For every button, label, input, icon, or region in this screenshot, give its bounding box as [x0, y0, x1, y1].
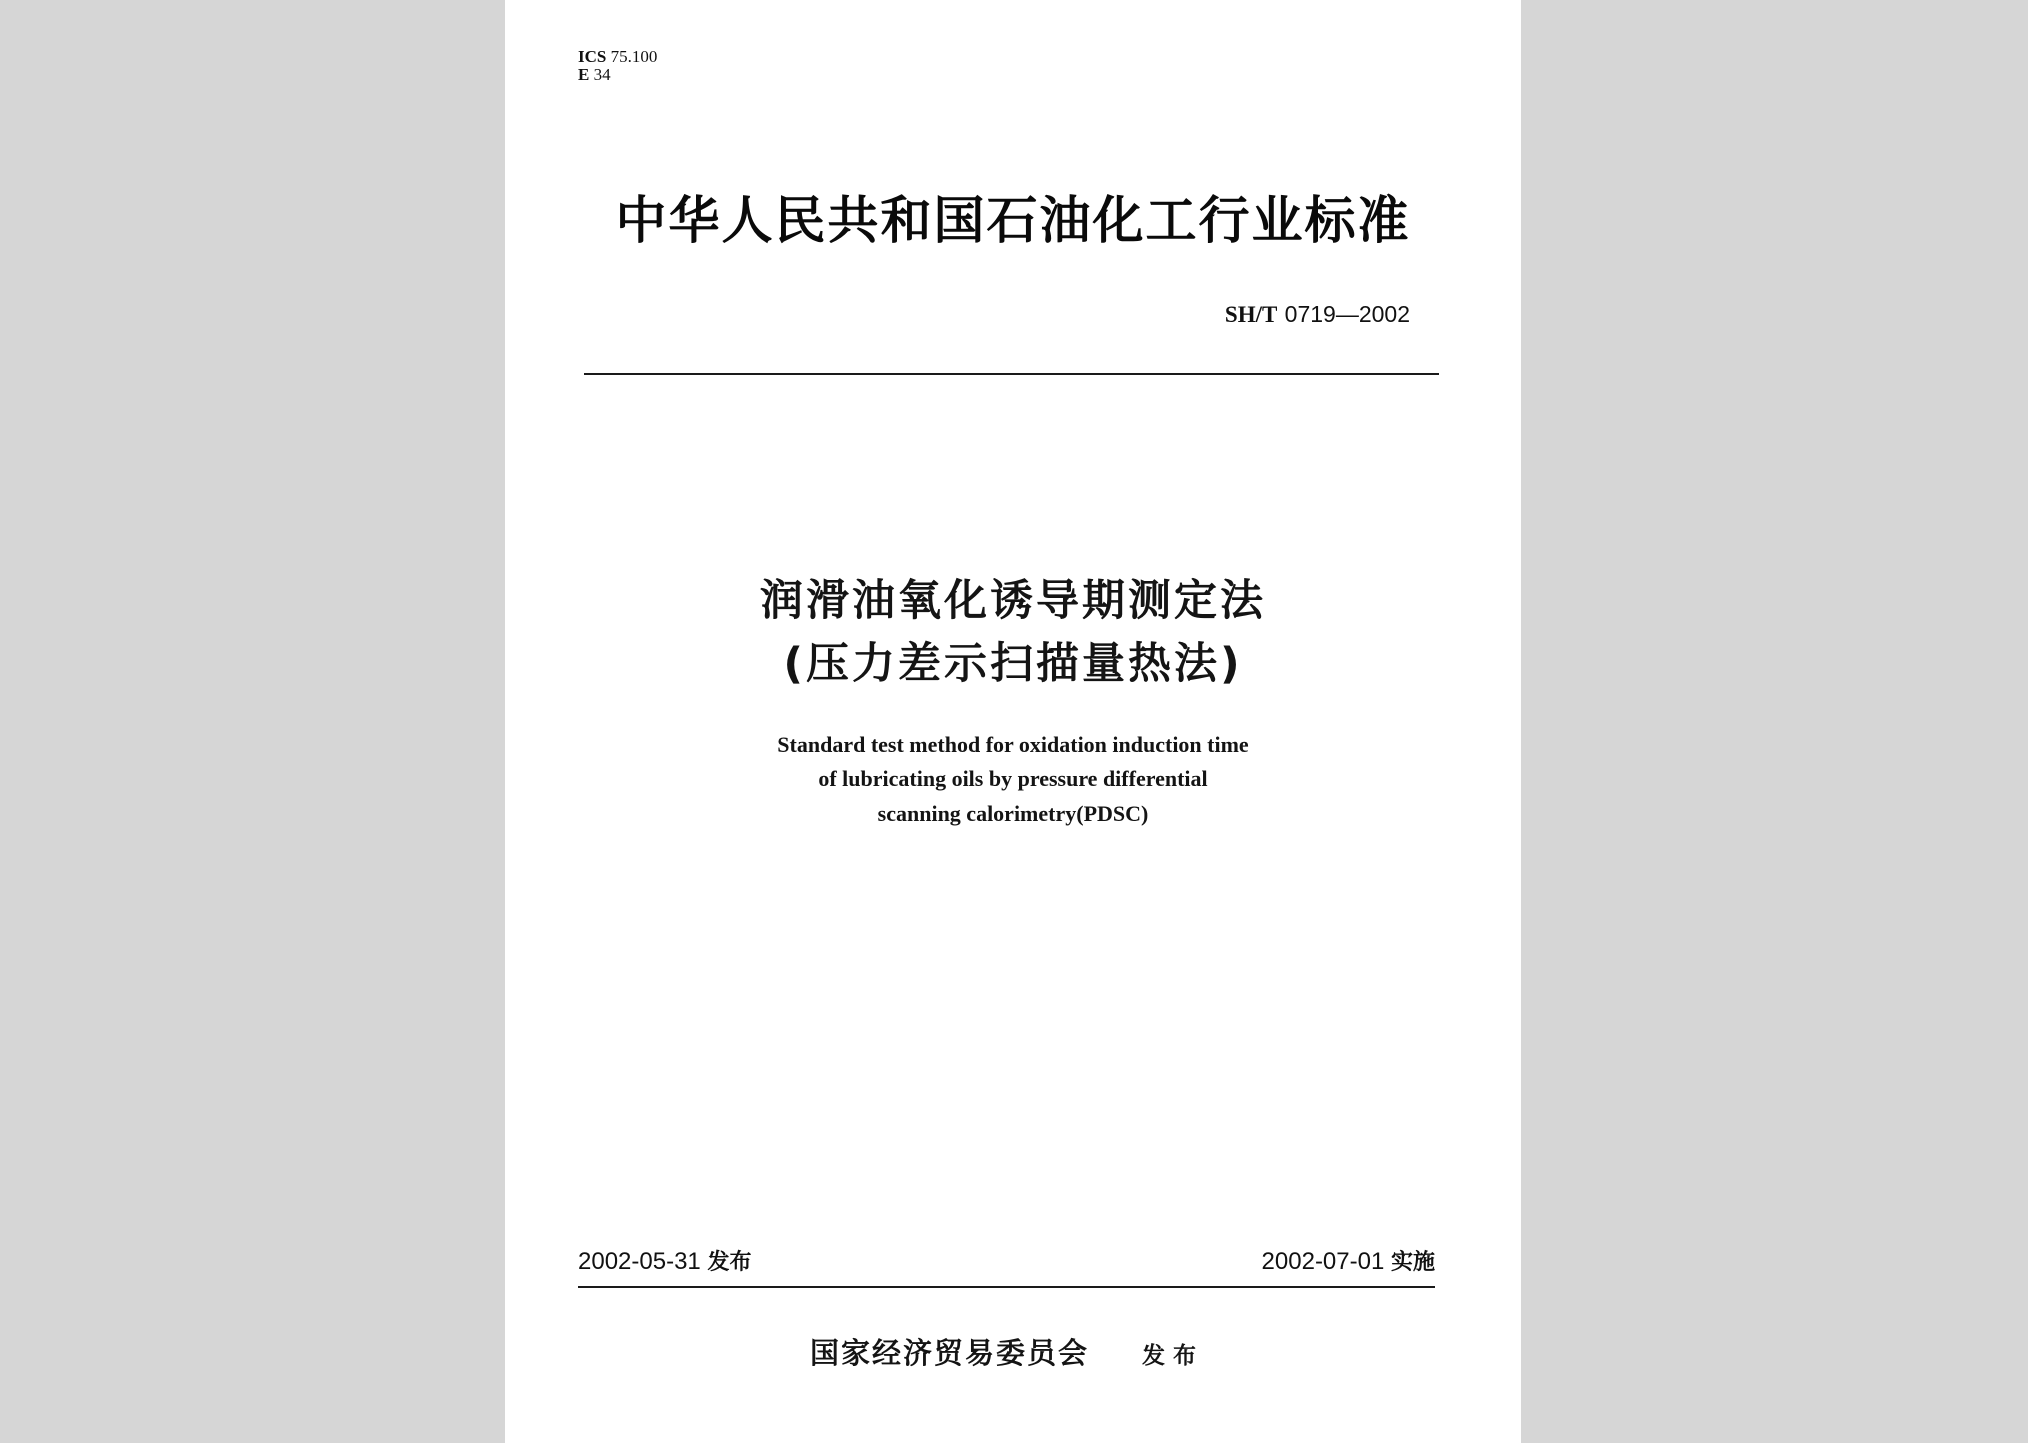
ics-value: 75.100: [610, 47, 658, 66]
authority-title: 中华人民共和国石油化工行业标准: [615, 192, 1411, 251]
issuer-suffix: 发布: [1142, 1343, 1204, 1369]
document-page: [505, 0, 1521, 1443]
standard-number-prefix: SH/T: [1224, 302, 1278, 327]
implement-date: 2002-07-01: [1261, 1248, 1385, 1275]
ccs-code: [578, 66, 611, 83]
ccs-value: 34: [593, 65, 611, 84]
title-zh-line1: 润滑油氧化诱导期测定法: [760, 576, 1266, 626]
implement-label: 实施: [1390, 1250, 1435, 1275]
ccs-label: E: [578, 65, 590, 84]
issue-date-line: [578, 1250, 751, 1274]
ics-code: [578, 48, 657, 65]
standard-number-value: 0719—2002: [1284, 301, 1410, 327]
issue-date: 2002-05-31: [578, 1248, 701, 1275]
title-en-line1: Standard test method for oxidation induction time: [777, 732, 1249, 757]
title-zh-line2: (压力差示扫描量热法): [783, 639, 1243, 689]
header-divider: [584, 373, 1439, 375]
title-en-line2: of lubricating oils by pressure differential: [818, 766, 1208, 791]
implement-date-line: [1262, 1250, 1435, 1274]
title-en-line3: scanning calorimetry(PDSC): [877, 801, 1149, 826]
ics-label: ICS: [578, 47, 607, 66]
issue-label: 发布: [707, 1250, 752, 1275]
footer-divider: [578, 1286, 1435, 1288]
issuer-name: 国家经济贸易委员会: [810, 1336, 1090, 1370]
standard-number: [1225, 303, 1410, 327]
